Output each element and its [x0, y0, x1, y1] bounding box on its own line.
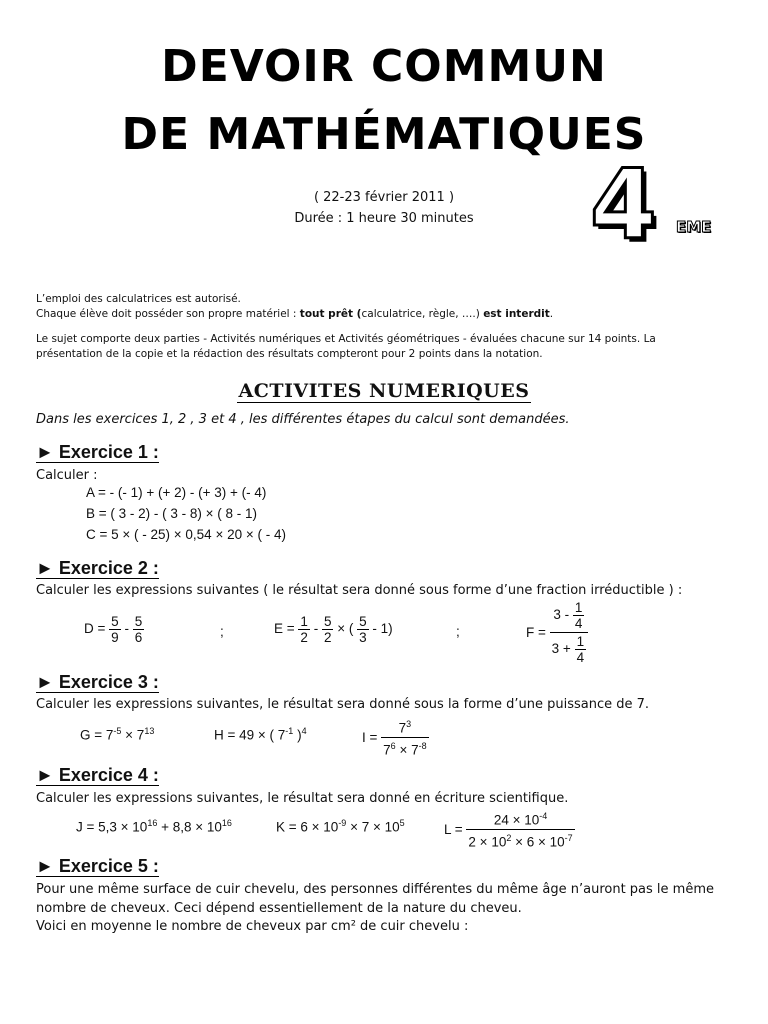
exercise-4-title-text: ► Exercice 4 :	[36, 765, 159, 785]
l-den-base: 2 × 10	[468, 834, 507, 849]
exercise-5-line-2: nombre de cheveux. Ceci dépend essentiellement de la nature du cheveu.	[36, 901, 522, 916]
fraction-d2-num: 5	[134, 614, 143, 629]
fraction-f-top-num: 1	[574, 600, 583, 615]
title-line-1: DEVOIR COMMUN	[161, 41, 607, 92]
complex-fraction-f	[550, 600, 588, 665]
exercise-3-title-text: ► Exercice 3 :	[36, 672, 159, 692]
i-num-base: 7	[398, 720, 407, 736]
h-exp-1: -1	[285, 726, 294, 736]
fraction-f-top-den: 4	[574, 616, 583, 631]
fraction-l	[466, 808, 574, 850]
exercise-3-intro: Calculer les expressions suivantes, le résultat sera donné sous la forme d’une puissance de 7.	[36, 697, 650, 712]
expression-f-lhs: F =	[526, 625, 546, 640]
fraction-e3-num: 5	[359, 614, 367, 629]
material-rule-a: Chaque élève doit posséder son propre matériel :	[36, 308, 300, 320]
title-line-2: DE MATHÉMATIQUES	[121, 109, 647, 160]
section-title	[0, 380, 768, 402]
fraction-d1-num: 5	[111, 614, 119, 629]
expression-l	[444, 808, 575, 850]
separator-1: ;	[220, 624, 224, 639]
exercise-5-line-3: Voici en moyenne le nombre de cheveux par cm² de cuir chevelu :	[36, 919, 469, 934]
l-num-exp: -4	[539, 811, 548, 821]
exercise-1-title	[36, 442, 159, 463]
fraction-l-num	[466, 808, 574, 830]
fraction-d2	[133, 614, 145, 645]
level-suffix: EME	[676, 218, 712, 236]
exercise-2-intro: Calculer les expressions suivantes ( le résultat sera donné sous forme d’une fraction irréductible ) :	[36, 583, 683, 598]
exercise-1-intro: Calculer :	[36, 468, 98, 483]
expression-d	[84, 614, 144, 645]
calculator-rule: L’emploi des calculatrices est autorisé.	[36, 293, 241, 305]
fraction-e2-den: 2	[323, 630, 332, 645]
expression-i	[362, 716, 429, 758]
exam-duration: Durée : 1 heure 30 minutes	[294, 211, 474, 226]
fraction-e2-num: 5	[323, 614, 332, 629]
section-note: Dans les exercices 1, 2 , 3 et 4 , les différentes étapes du calcul sont demandées.	[36, 412, 570, 427]
l-den-mid: × 6 × 10	[511, 834, 565, 849]
k-mid: × 7 × 10	[346, 819, 400, 835]
subject-line-2: présentation de la copie et la rédaction des résultats compteront pour 2 points dans la notation.	[36, 348, 543, 360]
exercise-1-title-text: ► Exercice 1 :	[36, 442, 159, 462]
exercise-4-intro: Calculer les expressions suivantes, le résultat sera donné en écriture scientifique.	[36, 791, 569, 806]
material-rule	[36, 308, 553, 320]
fraction-e1-num: 1	[300, 614, 308, 629]
expression-e-op1: -	[313, 621, 319, 637]
exercise-5-title-text: ► Exercice 5 :	[36, 856, 159, 876]
expression-a: A = - (- 1) + (+ 2) - (+ 3) + (- 4)	[86, 485, 267, 500]
i-den-mid: × 7	[395, 742, 419, 757]
fraction-e1-den: 2	[300, 630, 308, 645]
expression-e-op2: × (	[337, 621, 354, 637]
j-mid: + 8,8 × 10	[157, 819, 222, 835]
j-exp-2: 16	[221, 818, 232, 828]
f-bot-text: 3 +	[551, 641, 571, 657]
expression-g	[80, 726, 154, 743]
fraction-d1	[109, 614, 121, 645]
l-lhs: L =	[444, 821, 463, 837]
fraction-f-bot-den: 4	[576, 650, 585, 665]
fraction-i	[381, 716, 428, 758]
g-exp-1: -5	[113, 726, 122, 736]
j-exp-1: 16	[147, 818, 158, 828]
expression-e	[274, 614, 393, 645]
j-base: J = 5,3 × 10	[76, 819, 148, 835]
exercise-3-title	[36, 672, 159, 693]
exercise-5-line-1: Pour une même surface de cuir chevelu, des personnes différentes du même âge n’auront pas le même	[36, 882, 714, 897]
expression-d-op: -	[124, 621, 129, 637]
h-base: H = 49 × ( 7	[214, 727, 286, 743]
h-exp-2: 4	[301, 726, 307, 736]
expression-c: C = 5 × ( - 25) × 0,54 × 20 × ( - 4)	[86, 527, 286, 542]
expression-h	[214, 726, 307, 743]
exercise-2-title	[36, 558, 159, 579]
exercise-5-title	[36, 856, 159, 877]
i-den-exp-1: 6	[390, 740, 396, 751]
material-rule-d: est interdit	[483, 308, 550, 320]
i-lhs: I =	[362, 729, 378, 745]
l-den-exp-2: -7	[564, 832, 573, 843]
f-top-text: 3 -	[553, 607, 570, 623]
fraction-e3-den: 3	[359, 630, 367, 645]
complex-fraction-f-bottom	[550, 633, 588, 665]
expression-d-lhs: D =	[84, 621, 106, 637]
h-mid: )	[293, 727, 302, 743]
fraction-f-top	[573, 600, 585, 631]
expression-e-lhs: E =	[274, 621, 295, 637]
k-exp-1: -9	[338, 818, 347, 828]
l-den-exp-1: 2	[506, 832, 512, 843]
fraction-i-den	[381, 738, 428, 759]
g-exp-2: 13	[144, 726, 155, 736]
i-den-base: 7	[383, 742, 391, 757]
separator-2: ;	[456, 624, 460, 639]
fraction-e3	[357, 614, 369, 645]
expression-b: B = ( 3 - 2) - ( 3 - 8) × ( 8 - 1)	[86, 506, 258, 521]
complex-fraction-f-top	[550, 600, 588, 633]
fraction-l-den	[466, 830, 574, 851]
i-den-exp-2: -8	[418, 740, 427, 751]
fraction-e1	[298, 614, 310, 645]
k-exp-2: 5	[399, 818, 405, 828]
g-base: G = 7	[80, 727, 114, 743]
exam-date: ( 22-23 février 2011 )	[313, 190, 455, 205]
fraction-e2	[322, 614, 334, 645]
expression-f	[526, 600, 588, 665]
section-title-text: ACTIVITES NUMERIQUES	[238, 380, 530, 402]
fraction-f-bot	[575, 634, 587, 665]
fraction-i-num	[381, 716, 428, 738]
k-base: K = 6 × 10	[276, 819, 339, 835]
l-num-base: 24 × 10	[493, 812, 540, 828]
material-rule-e: .	[549, 308, 554, 320]
material-rule-b: tout prêt (	[299, 308, 362, 320]
g-mid: × 7	[121, 727, 145, 743]
fraction-f-bot-num: 1	[576, 634, 585, 649]
exercise-4-title	[36, 765, 159, 786]
i-num-exp: 3	[406, 719, 412, 729]
material-rule-c: calculatrice, règle, ….)	[361, 308, 484, 320]
subject-line-1: Le sujet comporte deux parties - Activités numériques et Activités géométriques - évaluées chacune sur 14 points. La	[36, 333, 656, 345]
expression-e-tail: - 1)	[372, 621, 393, 637]
fraction-d1-den: 9	[111, 630, 119, 645]
level-number: 4	[590, 149, 657, 261]
exercise-2-title-text: ► Exercice 2 :	[36, 558, 159, 578]
expression-k	[276, 818, 405, 835]
expression-j	[76, 818, 232, 835]
fraction-d2-den: 6	[134, 630, 143, 645]
